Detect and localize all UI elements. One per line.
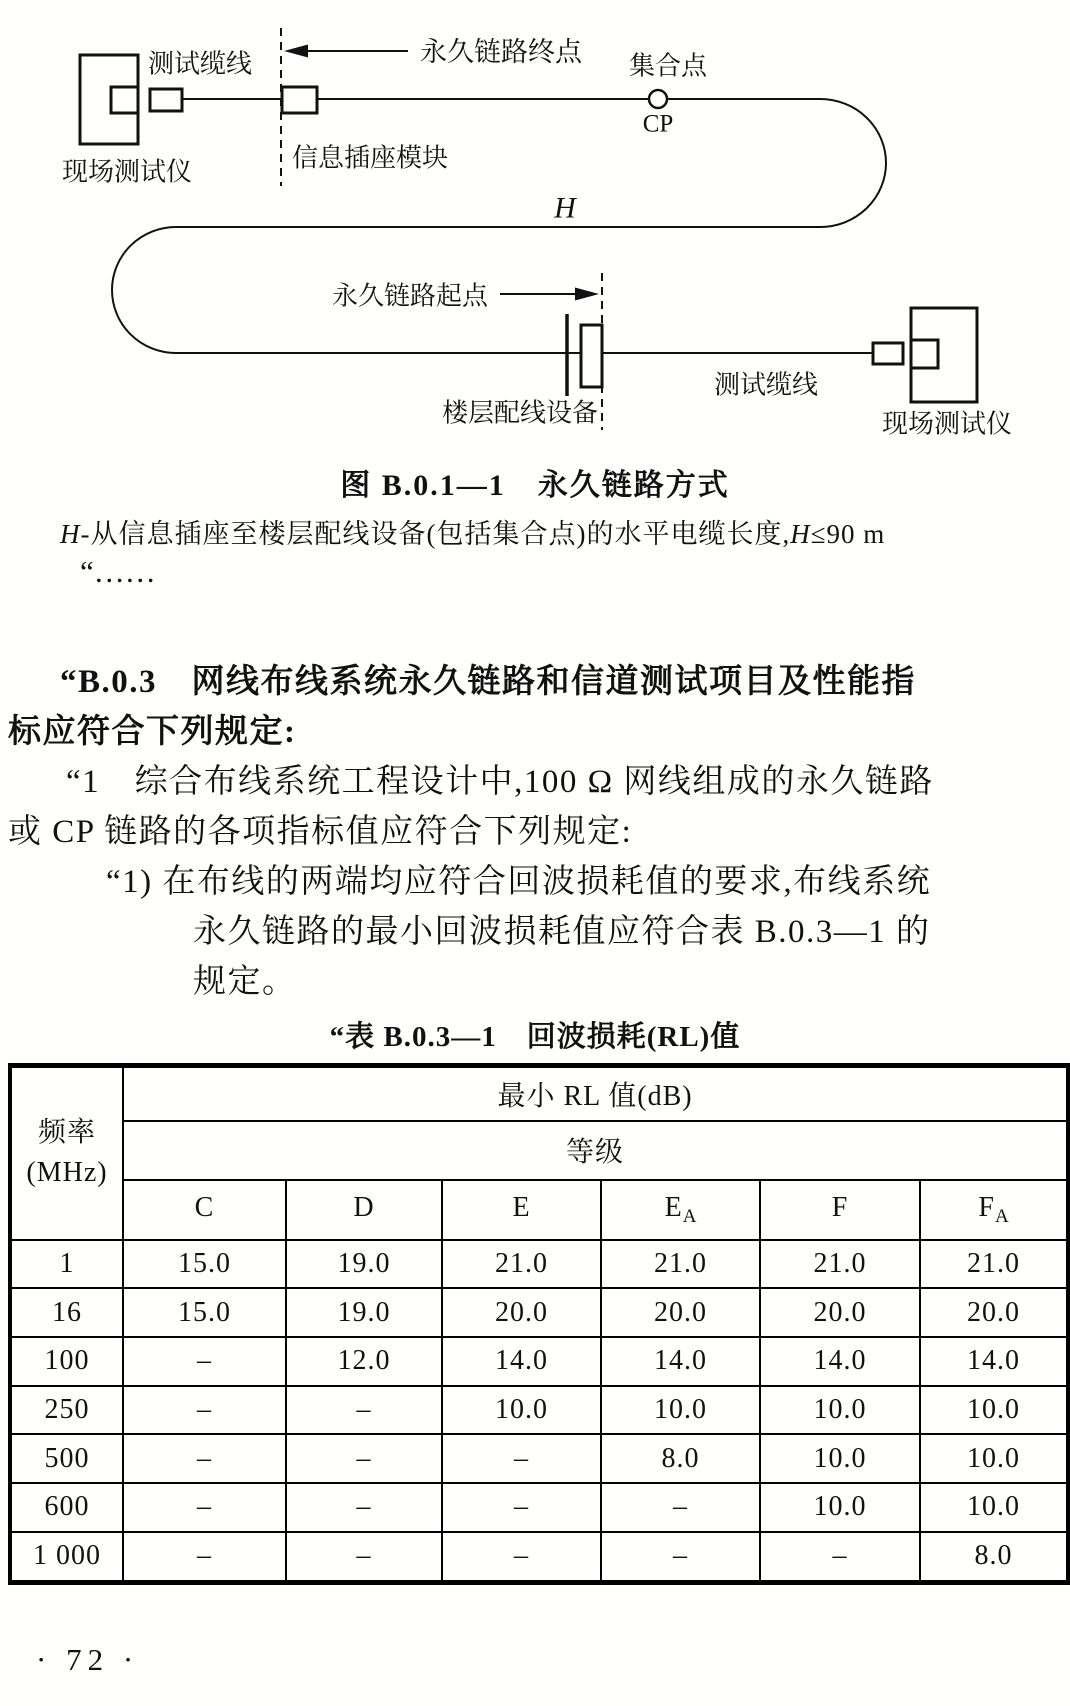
rl-cell: 14.0 bbox=[601, 1337, 760, 1386]
rl-cell: – bbox=[286, 1532, 442, 1583]
rl-cell: 8.0 bbox=[920, 1532, 1068, 1583]
rl-cell: – bbox=[123, 1532, 286, 1583]
rl-cell: 15.0 bbox=[123, 1240, 286, 1289]
cp-circle bbox=[649, 90, 667, 108]
note-h-symbol-2: H bbox=[790, 519, 811, 549]
label-cp-abbr: CP bbox=[642, 110, 674, 138]
clause-b03-line2: 标应符合下列规定: bbox=[8, 714, 297, 750]
col-header-grade: 等级 bbox=[123, 1121, 1068, 1180]
class-c-label: C bbox=[194, 1191, 215, 1223]
freq-cell: 100 bbox=[10, 1337, 123, 1386]
pl-start-arrowhead-icon bbox=[575, 288, 599, 301]
cable-right-uturn bbox=[820, 99, 886, 227]
rl-cell: – bbox=[123, 1434, 286, 1483]
cable-left-uturn bbox=[112, 227, 176, 353]
freq-header-line1: 频率 bbox=[37, 1116, 96, 1148]
rl-table bbox=[8, 1063, 1070, 1585]
table-row bbox=[10, 1532, 1068, 1583]
col-header-class-c bbox=[123, 1180, 286, 1240]
rl-cell: 15.0 bbox=[123, 1288, 286, 1337]
note-text: -从信息插座至楼层配线设备(包括集合点)的水平电缆长度, bbox=[80, 519, 791, 549]
rl-cell: – bbox=[286, 1386, 442, 1435]
rl-cell: 19.0 bbox=[286, 1288, 442, 1337]
table-row bbox=[10, 1483, 1068, 1532]
class-fa-label: F bbox=[978, 1191, 995, 1223]
rl-cell: 20.0 bbox=[601, 1288, 760, 1337]
rl-cell: – bbox=[442, 1434, 601, 1483]
rl-cell: 8.0 bbox=[601, 1434, 760, 1483]
clause-b03-line1: “B.0.3 网线布线系统永久链路和信道测试项目及性能指 bbox=[60, 664, 917, 700]
label-pl-end: 永久链路终点 bbox=[420, 37, 582, 67]
field-tester-bottom-port bbox=[911, 340, 938, 368]
subitem-1-line3: 规定。 bbox=[193, 964, 297, 1000]
label-outlet-module: 信息插座模块 bbox=[292, 143, 449, 173]
item-1-line1: “1 综合布线系统工程设计中,100 Ω 网线组成的永久链路 bbox=[66, 764, 934, 800]
rl-cell: – bbox=[442, 1483, 601, 1532]
rl-cell: 10.0 bbox=[920, 1483, 1068, 1532]
col-header-class-d bbox=[286, 1180, 442, 1240]
rl-cell: 10.0 bbox=[760, 1386, 920, 1435]
col-header-frequency bbox=[10, 1066, 123, 1240]
table-row bbox=[10, 1240, 1068, 1289]
rl-cell: 10.0 bbox=[920, 1434, 1068, 1483]
figure-caption: 图 B.0.1—1 永久链路方式 bbox=[340, 469, 730, 502]
table-row bbox=[10, 1386, 1068, 1435]
label-pl-start: 永久链路起点 bbox=[332, 281, 489, 311]
class-f-label: F bbox=[831, 1191, 849, 1223]
field-tester-top-port bbox=[111, 87, 138, 113]
rl-cell: 14.0 bbox=[920, 1337, 1068, 1386]
rl-cell: 20.0 bbox=[442, 1288, 601, 1337]
page-number: · 72 · bbox=[36, 1642, 140, 1677]
label-field-tester-bottom: 现场测试仪 bbox=[881, 409, 1013, 439]
label-test-cable-bottom: 测试缆线 bbox=[713, 370, 819, 400]
rl-cell: – bbox=[601, 1532, 760, 1583]
class-fa-sub: A bbox=[994, 1205, 1009, 1227]
pl-end-arrowhead-icon bbox=[284, 45, 308, 58]
table-row bbox=[10, 1434, 1068, 1483]
col-header-min-rl: 最小 RL 值(dB) bbox=[123, 1066, 1068, 1121]
subitem-1-line2: 永久链路的最小回波损耗值应符合表 B.0.3—1 的 bbox=[193, 914, 931, 950]
freq-header-line2: (MHz) bbox=[26, 1157, 108, 1189]
table-header-row-3 bbox=[10, 1180, 1068, 1240]
table-row bbox=[10, 1337, 1068, 1386]
rl-cell: – bbox=[286, 1434, 442, 1483]
col-header-class-ea bbox=[601, 1180, 760, 1240]
label-h: H bbox=[554, 191, 576, 225]
freq-cell: 16 bbox=[10, 1288, 123, 1337]
note-h-symbol: H bbox=[60, 519, 81, 549]
rl-cell: – bbox=[760, 1532, 920, 1583]
freq-cell: 1 bbox=[10, 1240, 123, 1289]
rl-cell: 19.0 bbox=[286, 1240, 442, 1289]
rl-cell: – bbox=[123, 1386, 286, 1435]
ellipsis-line: “…… bbox=[80, 554, 156, 589]
rl-cell: 10.0 bbox=[920, 1386, 1068, 1435]
col-header-class-f bbox=[760, 1180, 920, 1240]
freq-cell: 1 000 bbox=[10, 1532, 123, 1583]
rl-cell: 20.0 bbox=[920, 1288, 1068, 1337]
class-ea-label: E bbox=[664, 1191, 683, 1223]
test-cable-plug-bottom bbox=[873, 343, 903, 364]
rl-cell: 14.0 bbox=[760, 1337, 920, 1386]
freq-cell: 500 bbox=[10, 1434, 123, 1483]
label-cp-name: 集合点 bbox=[628, 51, 708, 81]
rl-cell: – bbox=[601, 1483, 760, 1532]
rl-cell: – bbox=[442, 1532, 601, 1583]
class-ea-sub: A bbox=[682, 1205, 697, 1227]
table-header-row-1 bbox=[10, 1066, 1068, 1121]
label-field-tester-top: 现场测试仪 bbox=[61, 157, 193, 187]
class-d-label: D bbox=[353, 1191, 375, 1223]
class-e-label: E bbox=[512, 1191, 531, 1223]
test-cable-plug-top bbox=[150, 89, 182, 111]
col-header-class-fa bbox=[920, 1180, 1068, 1240]
rl-cell: 20.0 bbox=[760, 1288, 920, 1337]
rl-cell: 21.0 bbox=[760, 1240, 920, 1289]
label-floor-distributor: 楼层配线设备 bbox=[441, 398, 599, 428]
rl-cell: – bbox=[286, 1483, 442, 1532]
rl-cell: 21.0 bbox=[601, 1240, 760, 1289]
rl-cell: – bbox=[123, 1337, 286, 1386]
label-test-cable-top: 测试缆线 bbox=[147, 49, 253, 79]
freq-cell: 250 bbox=[10, 1386, 123, 1435]
figure-note bbox=[60, 512, 885, 551]
permanent-link-diagram bbox=[0, 0, 1070, 445]
freq-cell: 600 bbox=[10, 1483, 123, 1532]
rl-cell: 10.0 bbox=[760, 1483, 920, 1532]
rl-cell: 10.0 bbox=[601, 1386, 760, 1435]
item-1-line2: 或 CP 链路的各项指标值应符合下列规定: bbox=[8, 814, 633, 850]
col-header-class-e bbox=[442, 1180, 601, 1240]
note-limit: ≤90 m bbox=[810, 519, 886, 549]
rl-cell: 10.0 bbox=[442, 1386, 601, 1435]
subitem-1-line1: “1) 在布线的两端均应符合回波损耗值的要求,布线系统 bbox=[106, 864, 932, 900]
rl-cell: 10.0 bbox=[760, 1434, 920, 1483]
outlet-module-box bbox=[282, 87, 317, 113]
floor-distributor-box bbox=[581, 325, 602, 387]
table-row bbox=[10, 1288, 1068, 1337]
table-header-row-2 bbox=[10, 1121, 1068, 1180]
rl-cell: 21.0 bbox=[920, 1240, 1068, 1289]
table-caption: “表 B.0.3—1 回波损耗(RL)值 bbox=[329, 1021, 741, 1053]
rl-cell: 14.0 bbox=[442, 1337, 601, 1386]
rl-cell: – bbox=[123, 1483, 286, 1532]
rl-cell: 12.0 bbox=[286, 1337, 442, 1386]
rl-cell: 21.0 bbox=[442, 1240, 601, 1289]
